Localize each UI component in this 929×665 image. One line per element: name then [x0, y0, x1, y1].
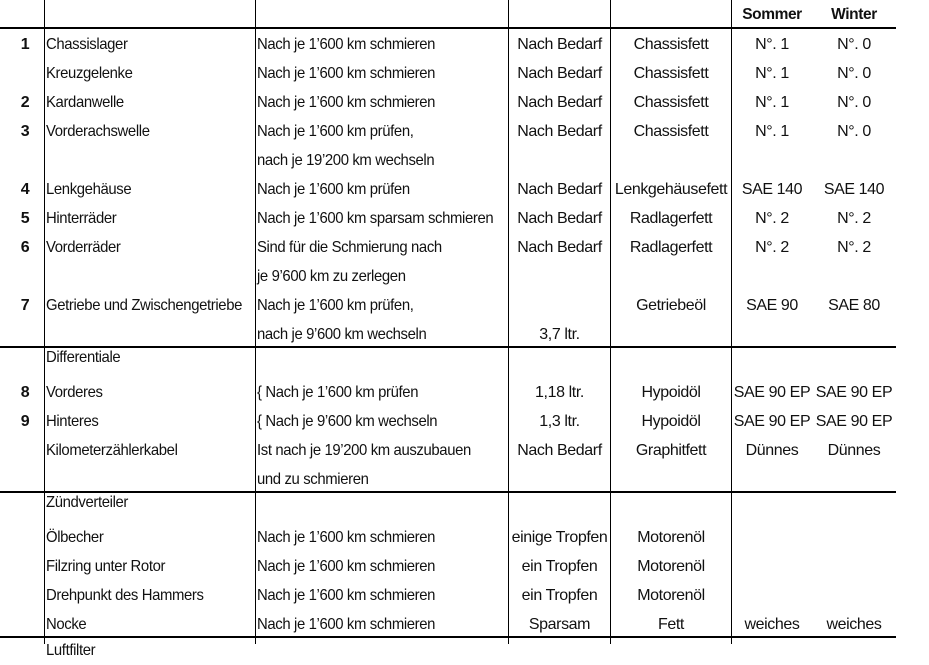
lubricant: Motorenöl — [637, 529, 705, 546]
winter-grade — [813, 636, 895, 665]
item-number — [14, 146, 36, 175]
item-number: 4 — [20, 181, 30, 198]
lubricant: Radlagerfett — [629, 239, 713, 256]
item-number: 3 — [20, 123, 30, 140]
lubricant — [611, 146, 731, 175]
summer-grade — [731, 146, 813, 175]
quantity: einige Tropfen — [511, 529, 608, 546]
lubricant — [611, 636, 731, 665]
summer-grade: SAE 90 EP — [733, 413, 811, 430]
part-name — [46, 146, 239, 175]
summer-grade — [731, 343, 813, 372]
summer-grade: N°. 1 — [755, 94, 789, 111]
summer-grade — [731, 523, 813, 552]
summer-grade: weiches — [744, 616, 800, 633]
winter-grade — [813, 343, 895, 372]
part-name: Kilometerzählerkabel — [46, 442, 178, 459]
winter-grade: SAE 90 EP — [815, 413, 893, 430]
lubricant: Motorenöl — [637, 587, 705, 604]
lubricant: Fett — [658, 616, 684, 633]
winter-grade: N°. 0 — [837, 36, 871, 53]
part-name: Vorderes — [46, 384, 103, 401]
part-name — [46, 262, 239, 291]
winter-grade: SAE 140 — [823, 181, 885, 198]
instruction-text: Nach je 1’600 km schmieren — [257, 587, 436, 604]
instruction-text — [257, 636, 490, 665]
part-name: Ölbecher — [46, 529, 104, 546]
part-name: Chassislager — [46, 36, 128, 53]
summer-grade: N°. 1 — [755, 36, 789, 53]
quantity — [509, 291, 610, 320]
quantity: Nach Bedarf — [517, 65, 602, 82]
item-number: 1 — [20, 36, 30, 53]
lubricant: Hypoidöl — [641, 413, 701, 430]
item-number — [14, 610, 36, 639]
instruction-text: Nach je 1’600 km schmieren — [257, 94, 436, 111]
winter-grade: N°. 2 — [837, 239, 871, 256]
quantity: Nach Bedarf — [517, 123, 602, 140]
instruction-text: Nach je 1’600 km schmieren — [257, 529, 436, 546]
quantity: Nach Bedarf — [517, 36, 602, 53]
lubricant — [611, 488, 731, 517]
winter-grade — [813, 523, 895, 552]
summer-grade: SAE 90 EP — [733, 384, 811, 401]
item-number: 6 — [20, 239, 30, 256]
winter-grade: N°. 0 — [837, 123, 871, 140]
item-number: 5 — [20, 210, 30, 227]
column-divider — [255, 0, 256, 644]
part-name: Luftfilter — [46, 642, 96, 659]
header-sommer: Sommer — [742, 6, 802, 23]
instruction-text — [257, 488, 490, 517]
part-name: Hinteres — [46, 413, 99, 430]
summer-grade — [731, 488, 813, 517]
summer-grade — [731, 581, 813, 610]
part-name: Hinterräder — [46, 210, 117, 227]
quantity: Nach Bedarf — [517, 210, 602, 227]
quantity: Nach Bedarf — [517, 94, 602, 111]
winter-grade: SAE 90 EP — [815, 384, 893, 401]
lubricant: Graphitfett — [635, 442, 707, 459]
quantity — [509, 488, 610, 517]
lubricant: Chassisfett — [633, 65, 709, 82]
part-name: Vorderräder — [46, 239, 121, 256]
winter-grade: N°. 0 — [837, 94, 871, 111]
quantity — [509, 343, 610, 372]
winter-grade — [813, 262, 895, 291]
instruction-text: Nach je 1’600 km prüfen, — [257, 297, 414, 314]
instruction-text: je 9’600 km zu zerlegen — [257, 268, 406, 285]
instruction-text: { Nach je 1’600 km prüfen — [257, 384, 419, 401]
instruction-text: Nach je 1’600 km schmieren — [257, 36, 436, 53]
instruction-text: Nach je 1’600 km prüfen — [257, 181, 410, 198]
part-name: Nocke — [46, 616, 87, 633]
part-name: Zündverteiler — [46, 494, 129, 511]
lubricant: Chassisfett — [633, 36, 709, 53]
item-number: 2 — [20, 94, 30, 111]
instruction-text: und zu schmieren — [257, 471, 369, 488]
quantity: 1,3 ltr. — [539, 413, 580, 430]
instruction-text: { Nach je 9’600 km wechseln — [257, 413, 438, 430]
quantity — [509, 262, 610, 291]
lubricant: Lenkgehäusefett — [614, 181, 728, 198]
quantity: Nach Bedarf — [517, 239, 602, 256]
item-number — [14, 636, 36, 665]
part-name: Kardanwelle — [46, 94, 124, 111]
item-number — [14, 262, 36, 291]
instruction-text: Nach je 1’600 km prüfen, — [257, 123, 414, 140]
lubricant: Motorenöl — [637, 558, 705, 575]
header-winter: Winter — [831, 6, 877, 23]
item-number — [14, 523, 36, 552]
item-number: 7 — [20, 297, 30, 314]
winter-grade — [813, 552, 895, 581]
item-number — [14, 581, 36, 610]
quantity: 1,18 ltr. — [535, 384, 584, 401]
column-divider — [44, 0, 45, 644]
item-number: 9 — [20, 413, 30, 430]
summer-grade: Dünnes — [745, 442, 799, 459]
quantity: ein Tropfen — [521, 558, 598, 575]
instruction-text: Ist nach je 19’200 km auszubauen — [257, 442, 471, 459]
winter-grade: N°. 0 — [837, 65, 871, 82]
summer-grade — [731, 552, 813, 581]
item-number — [14, 343, 36, 372]
item-number — [14, 59, 36, 88]
instruction-text — [257, 343, 490, 372]
lubricant — [611, 262, 731, 291]
instruction-text: Nach je 1’600 km schmieren — [257, 65, 436, 82]
summer-grade: N°. 1 — [755, 123, 789, 140]
winter-grade — [813, 146, 895, 175]
part-name: Drehpunkt des Hammers — [46, 587, 204, 604]
quantity: Sparsam — [528, 616, 591, 633]
part-name: Differentiale — [46, 349, 121, 366]
item-number — [14, 488, 36, 517]
lubricant: Chassisfett — [633, 123, 709, 140]
part-name: Lenkgehäuse — [46, 181, 132, 198]
winter-grade: N°. 2 — [837, 210, 871, 227]
quantity: Nach Bedarf — [517, 442, 602, 459]
lubricant: Hypoidöl — [641, 384, 701, 401]
quantity — [509, 146, 610, 175]
summer-grade: N°. 2 — [755, 210, 789, 227]
instruction-text: Nach je 1’600 km sparsam schmieren — [257, 210, 494, 227]
item-number: 8 — [20, 384, 30, 401]
summer-grade: N°. 1 — [755, 65, 789, 82]
part-name: Getriebe und Zwischengetriebe — [46, 297, 243, 314]
quantity — [509, 636, 610, 665]
summer-grade: N°. 2 — [755, 239, 789, 256]
part-name: Kreuzgelenke — [46, 65, 133, 82]
summer-grade — [731, 262, 813, 291]
winter-grade: weiches — [826, 616, 882, 633]
winter-grade: SAE 80 — [828, 297, 880, 314]
lubricant: Getriebeöl — [636, 297, 706, 314]
item-number — [14, 552, 36, 581]
lubricant — [611, 343, 731, 372]
winter-grade — [813, 488, 895, 517]
lubricant: Radlagerfett — [629, 210, 713, 227]
instruction-text: nach je 9’600 km wechseln — [257, 326, 427, 343]
quantity: Nach Bedarf — [517, 181, 602, 198]
winter-grade — [813, 581, 895, 610]
part-name: Filzring unter Rotor — [46, 558, 166, 575]
lubricant: Chassisfett — [633, 94, 709, 111]
instruction-text: Sind für die Schmierung nach — [257, 239, 442, 256]
quantity: ein Tropfen — [521, 587, 598, 604]
quantity: 3,7 ltr. — [539, 326, 580, 343]
instruction-text: nach je 19’200 km wechseln — [257, 152, 435, 169]
part-name: Vorderachswelle — [46, 123, 150, 140]
instruction-text: Nach je 1’600 km schmieren — [257, 558, 436, 575]
item-number — [14, 436, 36, 465]
summer-grade — [731, 636, 813, 665]
winter-grade: Dünnes — [827, 442, 881, 459]
instruction-text: Nach je 1’600 km schmieren — [257, 616, 436, 633]
summer-grade: SAE 90 — [746, 297, 798, 314]
summer-grade: SAE 140 — [741, 181, 803, 198]
